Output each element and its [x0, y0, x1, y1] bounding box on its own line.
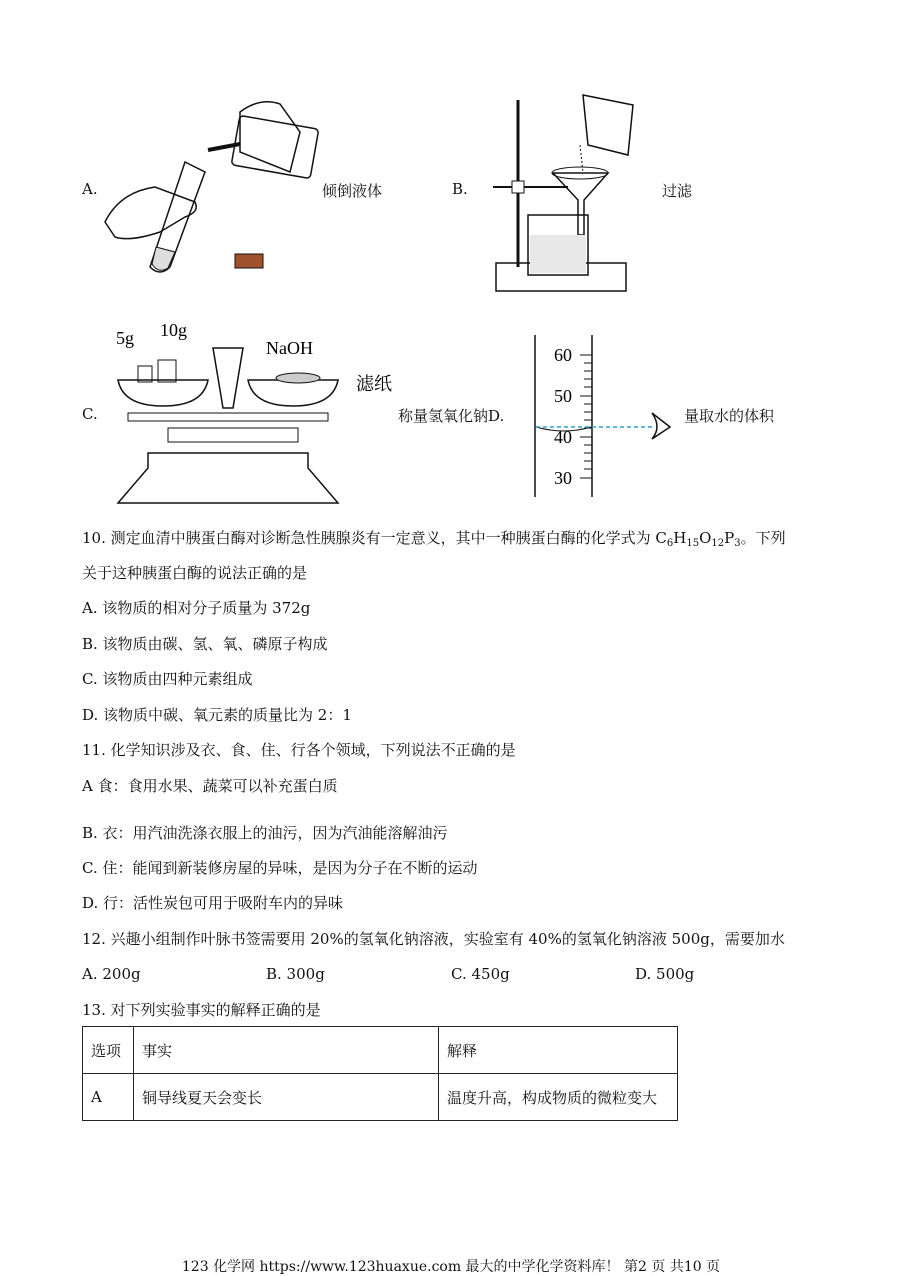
q11-option-c: C. 住：能闻到新装修房屋的异味，是因为分子在不断的运动	[82, 859, 478, 877]
graduated-cylinder-figure	[530, 335, 690, 500]
page-footer: 123 化学网 https://www.123huaxue.com 最大的中学化学资料库！ 第2 页 共10 页	[181, 1259, 721, 1275]
q13-stem: 13. 对下列实验事实的解释正确的是	[82, 1001, 321, 1019]
cylinder-tick-40: 40	[554, 427, 572, 447]
q10-stem-line2: 关于这种胰蛋白酶的说法正确的是	[82, 564, 308, 582]
q11-option-b: B. 衣：用汽油洗涤衣服上的油污，因为汽油能溶解油污	[82, 824, 448, 842]
table-row	[83, 1074, 678, 1121]
q12-option-c: C. 450g	[451, 965, 510, 983]
row-option: A	[83, 1074, 134, 1121]
naoh-label: NaOH	[266, 338, 313, 358]
option-a-letter: A.	[82, 180, 98, 198]
row-explanation: 温度升高，构成物质的微粒变大	[439, 1074, 678, 1121]
table-header-row	[83, 1027, 678, 1074]
option-b-caption: 过滤	[662, 182, 693, 200]
q11-stem: 11. 化学知识涉及衣、食、住、行各个领域，下列说法不正确的是	[82, 741, 516, 759]
q10-option-b: B. 该物质由碳、氢、氧、磷原子构成	[82, 635, 328, 653]
header-option: 选项	[83, 1027, 134, 1074]
eye-icon	[652, 413, 670, 439]
q11-option-a: A 食：食用水果、蔬菜可以补充蛋白质	[82, 777, 338, 795]
q12-option-d: D. 500g	[635, 965, 695, 983]
option-c-letter: C.	[82, 405, 98, 423]
filtration-figure	[488, 85, 648, 295]
header-explanation: 解释	[439, 1027, 678, 1074]
option-d-caption: 量取水的体积	[684, 407, 775, 425]
cylinder-tick-30: 30	[554, 468, 572, 488]
q12-stem: 12. 兴趣小组制作叶脉书签需要用 20%的氢氧化钠溶液，实验室有 40%的氢氧化钠溶液 500g，需要加水	[82, 930, 785, 948]
q10-stem-line1: 10. 测定血清中胰蛋白酶对诊断急性胰腺炎有一定意义，其中一种胰蛋白酶的化学式为 $C_6H_{15}O_{12}P_3$。下列	[82, 529, 786, 549]
weight-5g-label: 5g	[116, 328, 134, 348]
q12-option-b: B. 300g	[266, 965, 325, 983]
weight-10g-label: 10g	[160, 320, 187, 340]
cylinder-tick-50: 50	[554, 386, 572, 406]
balance-figure	[108, 318, 408, 513]
header-fact: 事实	[134, 1027, 439, 1074]
q10-option-c: C. 该物质由四种元素组成	[82, 670, 253, 688]
q10-option-a: A. 该物质的相对分子质量为 372g	[82, 599, 311, 617]
q11-option-d: D. 行：活性炭包可用于吸附车内的异味	[82, 894, 344, 912]
option-c-caption: 称量氢氧化钠D.	[398, 407, 505, 425]
q12-option-a: A. 200g	[82, 965, 141, 983]
row-fact: 铜导线夏天会变长	[134, 1074, 439, 1121]
filter-paper-label: 滤纸	[356, 374, 392, 394]
q13-table	[82, 1026, 678, 1121]
q10-option-d: D. 该物质中碳、氧元素的质量比为 2：1	[82, 706, 352, 724]
pouring-liquid-figure	[100, 92, 320, 282]
option-b-letter: B.	[452, 180, 468, 198]
option-a-caption: 倾倒液体	[322, 182, 383, 200]
cylinder-tick-60: 60	[554, 345, 572, 365]
